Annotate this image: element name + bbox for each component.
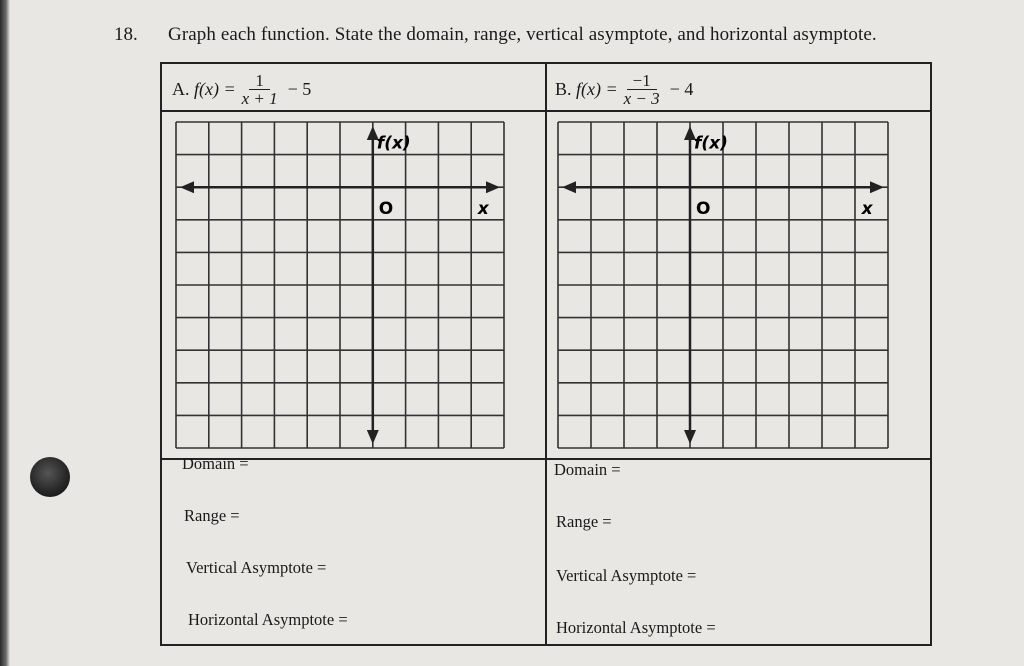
function-name: f(x) =: [194, 79, 236, 99]
y-axis-label: f(x): [694, 133, 728, 154]
constant-term: − 5: [287, 79, 312, 99]
function-name: f(x) =: [576, 79, 618, 99]
worksheet-table: [160, 62, 932, 646]
answer-divider: [162, 458, 930, 460]
range-answer-b[interactable]: Range =: [556, 512, 612, 531]
denominator: x − 3: [623, 89, 660, 108]
y-axis-label: f(x): [376, 133, 411, 154]
numerator: −1: [627, 72, 657, 90]
origin-label: O: [378, 198, 394, 219]
domain-answer-a[interactable]: Domain =: [182, 454, 249, 473]
problem-instructions: Graph each function. State the domain, range, vertical asymptote, and horizontal asymptote.: [168, 24, 877, 45]
grid-lines: [558, 122, 888, 448]
header-divider: [162, 110, 930, 112]
grid-lines: [176, 122, 504, 448]
domain-answer-b[interactable]: Domain =: [554, 460, 621, 479]
vertical-asymptote-answer-b[interactable]: Vertical Asymptote =: [556, 566, 697, 585]
horizontal-asymptote-answer-b[interactable]: Horizontal Asymptote =: [556, 618, 716, 637]
fraction: [240, 72, 280, 107]
denominator: x + 1: [241, 89, 278, 108]
constant-term: − 4: [669, 79, 694, 99]
paper-edge-shadow: [0, 0, 10, 666]
problem-number: 18.: [114, 24, 138, 45]
function-label-a: [172, 72, 311, 107]
horizontal-asymptote-answer-a[interactable]: Horizontal Asymptote =: [188, 610, 348, 629]
vertical-asymptote-answer-a[interactable]: Vertical Asymptote =: [186, 558, 327, 577]
part-letter: B.: [555, 79, 572, 99]
binder-hole: [30, 457, 70, 497]
x-axis-label: x: [861, 198, 873, 219]
function-label-b: [555, 72, 693, 107]
x-axis-label: x: [477, 198, 489, 219]
part-letter: A.: [172, 79, 190, 99]
column-divider: [545, 64, 547, 644]
coordinate-grid-b[interactable]: [556, 120, 890, 450]
numerator: 1: [249, 72, 270, 90]
origin-label: O: [696, 198, 711, 219]
range-answer-a[interactable]: Range =: [184, 506, 240, 525]
fraction: [622, 72, 662, 107]
coordinate-grid-a[interactable]: [174, 120, 506, 450]
